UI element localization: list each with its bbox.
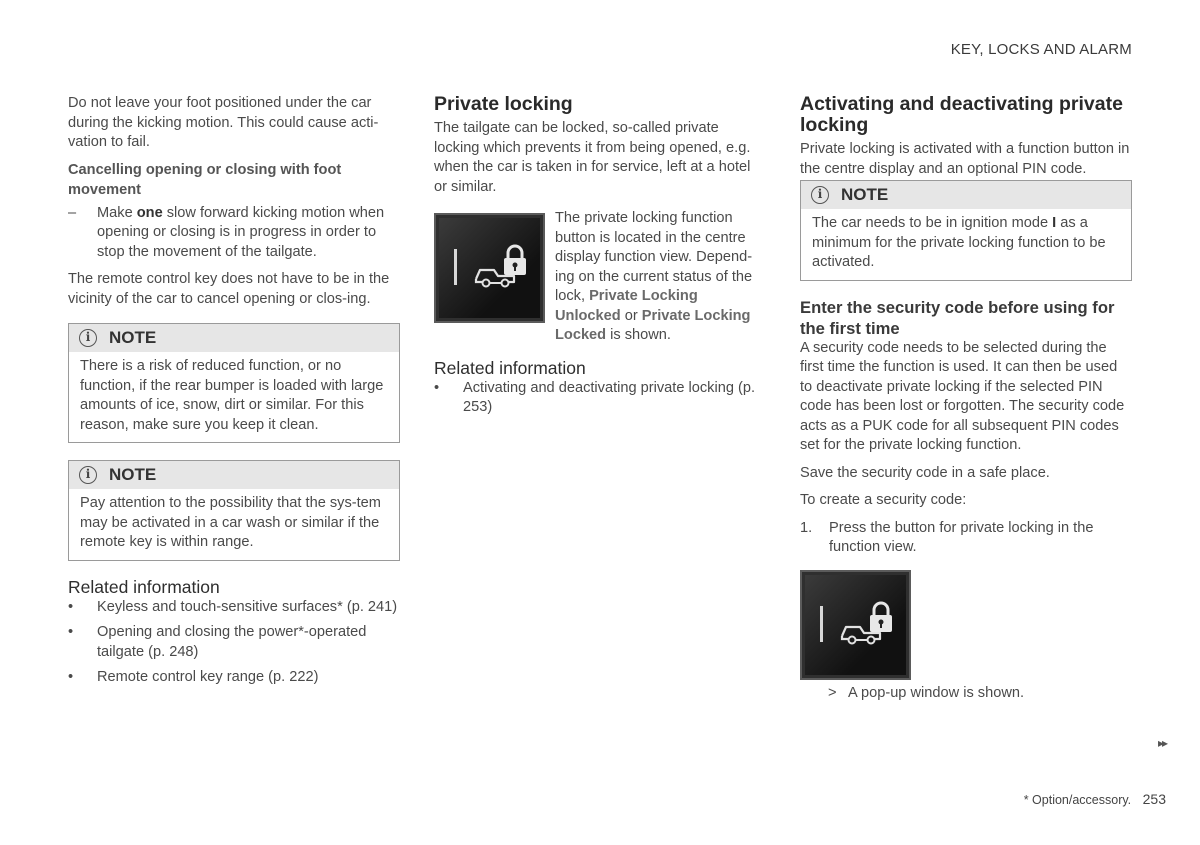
intro-text: Private locking is activated with a function button in the centre display and an optional PIN code.: [800, 141, 1130, 177]
related-list: [434, 379, 764, 418]
security-code-text: A security code needs to be selected during the first time the function is used. It can then be used to deactivate private locking if the selected PIN code has been lost or forgotten. The security code acts as a PUK code for all subsequent PIN codes set for the private locking function.: [800, 339, 1125, 453]
remote-text: The remote control key does not have to be in the vicinity of the car to cancel opening or clos-ing.: [68, 271, 390, 307]
column-middle: [434, 94, 764, 426]
figure-block: [434, 209, 764, 346]
note-header: i NOTE: [801, 181, 1131, 209]
column-right: [800, 94, 1132, 703]
car-padlock-icon: [802, 572, 913, 682]
step-result: > A pop-up window is shown.: [828, 684, 1025, 701]
double-arrow-right-icon: ▸▸: [1157, 736, 1166, 750]
related-list: [68, 598, 400, 688]
figure-caption: The private locking function button is located in the centre display function view. Depend-ing on the current status of the lock, Private Locking Unlocked or Private Locking Locked is shown.: [555, 210, 753, 343]
related-link[interactable]: • Opening and closing the power*-operated tailgate (p. 248): [68, 624, 367, 660]
related-link[interactable]: • Activating and deactivating private locking (p. 253): [434, 379, 756, 415]
page-number: 253: [1142, 791, 1166, 807]
info-circle-icon: i: [79, 466, 97, 484]
save-text: Save the security code in a safe place.: [800, 464, 1050, 481]
info-circle-icon: i: [79, 329, 97, 347]
related-link[interactable]: • Keyless and touch-sensitive surfaces* (p. 241): [68, 598, 398, 615]
cancel-heading: Cancelling opening or closing with foot movement: [68, 161, 342, 198]
section-title: Private locking: [434, 93, 573, 115]
page-footer: [1024, 790, 1166, 811]
function-button-image: [434, 213, 545, 323]
note-body: Pay attention to the possibility that the sys-tem may be activated in a car wash or similar if the remote key is within range.: [80, 495, 381, 550]
cancel-list: [68, 204, 400, 263]
sub-heading: Enter the security code before using for the first time: [800, 297, 1115, 338]
note-header: i NOTE: [69, 461, 399, 489]
related-heading: Related information: [434, 357, 586, 378]
intro-text: Do not leave your foot positioned under the car during the kicking motion. This could cause acti-vation to fail.: [68, 95, 379, 150]
note-box: [68, 460, 400, 561]
note-box: [68, 323, 400, 443]
note-header: i NOTE: [69, 324, 399, 352]
note-body: There is a risk of reduced function, or no function, if the rear bumper is loaded with large amounts of ice, snow, dirt or similar. For this reason, make sure you keep it clean.: [80, 358, 384, 433]
section-title: Activating and deactivating private locking: [800, 93, 1123, 136]
create-text: To create a security code:: [800, 492, 967, 508]
footnote: * Option/accessory.: [1023, 793, 1132, 807]
info-circle-icon: i: [811, 186, 829, 204]
related-link[interactable]: • Remote control key range (p. 222): [68, 669, 319, 685]
note-box: [800, 180, 1132, 281]
steps-list: [800, 519, 1132, 558]
column-left: [68, 94, 400, 696]
related-heading: Related information: [68, 576, 220, 597]
note-body: The car needs to be in ignition mode I as a minimum for the private locking function to be activated.: [812, 215, 1106, 270]
running-header: KEY, LOCKS AND ALARM: [950, 41, 1132, 58]
step-item: 1. Press the button for private locking in the function view.: [800, 519, 1094, 555]
function-button-image: [800, 570, 911, 680]
list-item: – Make one slow forward kicking motion when opening or closing is in progress in order to stop the movement of the tailgate.: [68, 204, 385, 260]
car-padlock-icon: [436, 215, 547, 325]
intro-text: The tailgate can be locked, so-called private locking which prevents it from being opened, e.g. when the car is taken in for service, left at a hotel or similar.: [434, 120, 751, 195]
